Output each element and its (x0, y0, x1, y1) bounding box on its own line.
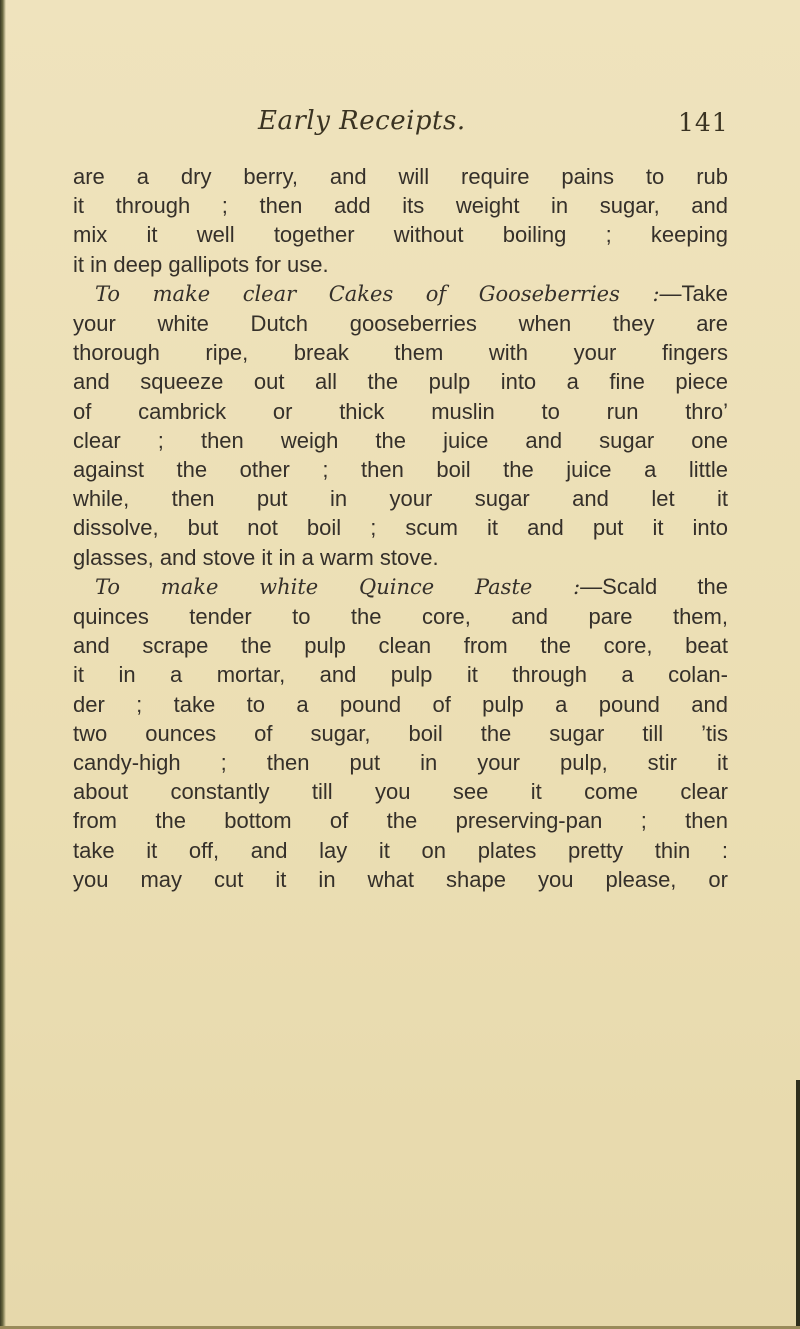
page-header (0, 106, 800, 146)
text-line: glasses, and stove it in a warm stove. (73, 544, 439, 570)
text-line: your white Dutch gooseberries when they are (73, 311, 728, 337)
text-line: mix it well together without boiling ; keeping (73, 222, 728, 248)
running-title: Early Receipts. (258, 106, 466, 136)
recipe-heading: To make clear Cakes of Gooseberries : (95, 281, 660, 306)
body-text (73, 162, 728, 894)
page-right-edge (796, 1080, 800, 1329)
text-line: thorough ripe, break them with your fingers (73, 340, 728, 366)
text-line: you may cut it in what shape you please, or (73, 866, 728, 892)
text-line: it in deep gallipots for use. (73, 251, 329, 277)
text-line: it through ; then add its weight in sugar, and (73, 193, 728, 219)
text-line: quinces tender to the core, and pare them, (73, 604, 728, 630)
text-line (73, 572, 728, 602)
text-line: while, then put in your sugar and let it (73, 486, 728, 512)
text-line: clear ; then weigh the juice and sugar one (73, 427, 728, 453)
text-line: take it off, and lay it on plates pretty thin : (73, 837, 728, 863)
recipe-heading: To make white Quince Paste : (95, 574, 581, 599)
text-line: and squeeze out all the pulp into a fine piece (73, 369, 728, 395)
text-line: against the other ; then boil the juice a little (73, 457, 728, 483)
text-line: of cambrick or thick muslin to run thro’ (73, 398, 728, 424)
text-line: two ounces of sugar, boil the sugar till ’tis (73, 720, 728, 746)
text-line: it in a mortar, and pulp it through a colan- (73, 662, 728, 688)
text-line: dissolve, but not boil ; scum it and put it into (73, 515, 728, 541)
text-line: candy-high ; then put in your pulp, stir it (73, 750, 728, 776)
text-line: der ; take to a pound of pulp a pound and (73, 691, 728, 717)
text-line: are a dry berry, and will require pains to rub (73, 164, 728, 189)
text-line: about constantly till you see it come clear (73, 779, 728, 805)
text-line: from the bottom of the preserving-pan ; then (73, 808, 728, 834)
text-line-segment: —Take (659, 280, 728, 306)
page-number: 141 (678, 108, 729, 137)
text-line (73, 279, 728, 309)
text-line: and scrape the pulp clean from the core, beat (73, 633, 728, 659)
page-binding-edge (0, 0, 6, 1329)
text-line-segment: —Scald the (580, 573, 728, 599)
